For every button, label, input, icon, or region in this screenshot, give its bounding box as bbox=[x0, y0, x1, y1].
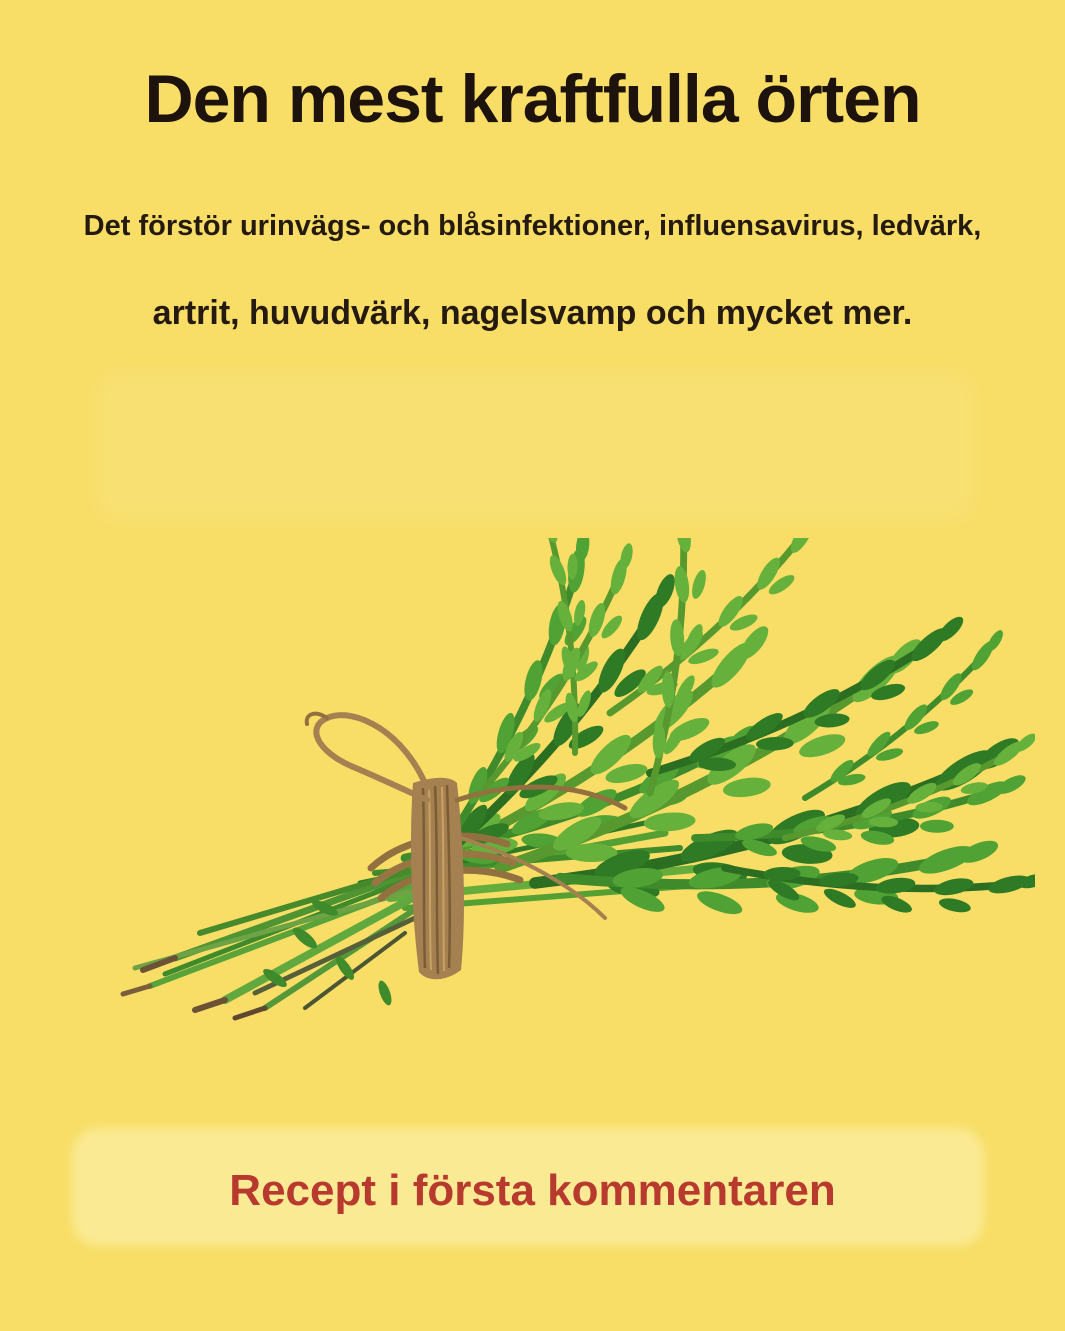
thyme-bunch-illustration bbox=[105, 538, 1035, 1050]
cta-text: Recept i första kommentaren bbox=[229, 1166, 836, 1215]
foliage bbox=[365, 538, 1035, 973]
subtitle-line-2: artrit, huvudvärk, nagelsvamp och mycket mer. bbox=[152, 294, 913, 332]
subtitle-line-1: Det förstör urinvägs- och blåsinfektioner, influensavirus, ledvärk, bbox=[83, 210, 982, 242]
faded-watermark-band bbox=[95, 372, 975, 522]
page-title: Den mest kraftfulla örten bbox=[144, 61, 921, 137]
